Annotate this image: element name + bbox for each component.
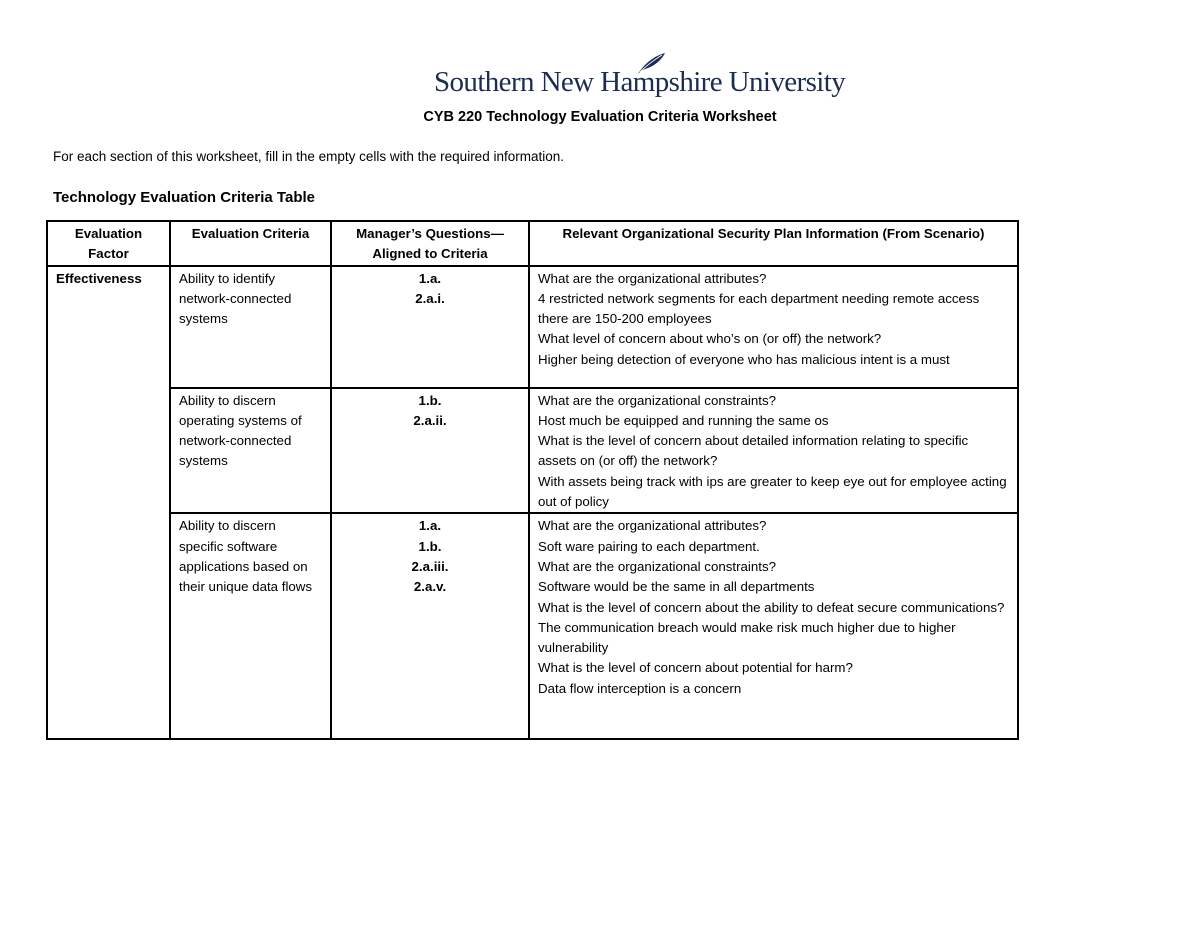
plan-info-line: Soft ware pairing to each department.: [538, 538, 760, 554]
question-ref: 2.a.i.: [415, 290, 445, 306]
plan-info-line: What is the level of concern about the ability to defeat secure communications?: [538, 599, 1005, 615]
criteria-cell: Ability to identify network-connected systems: [170, 266, 331, 388]
question-ref: 1.b.: [418, 392, 442, 408]
plan-info-line: What are the organizational constraints?: [538, 392, 777, 408]
questions-cell: [331, 266, 529, 388]
plan-info-line: Higher being detection of everyone who has malicious intent is a must: [538, 351, 950, 367]
table-header-row: [47, 221, 1018, 266]
plan-info-line: 4 restricted network segments for each department needing remote access there are 150-200 employees: [538, 290, 980, 327]
evaluation-criteria-table: [46, 220, 1019, 740]
plan-info-line: Host much be equipped and running the same os: [538, 412, 829, 428]
column-header-plan-info: Relevant Organizational Security Plan Information (From Scenario): [529, 221, 1018, 266]
column-header-criteria: Evaluation Criteria: [170, 221, 331, 266]
question-ref: 2.a.iii.: [411, 558, 449, 574]
plan-info-line: What is the level of concern about potential for harm?: [538, 660, 853, 676]
table-heading: Technology Evaluation Criteria Table: [53, 189, 315, 206]
criteria-cell: Ability to discern operating systems of network-connected systems: [170, 388, 331, 514]
table-row: [47, 388, 1018, 514]
plan-info-line: What are the organizational attributes?: [538, 270, 767, 286]
column-header-factor: Evaluation Factor: [47, 221, 170, 266]
question-ref: 1.a.: [418, 518, 442, 534]
column-header-questions: Manager’s Questions—Aligned to Criteria: [331, 221, 529, 266]
plan-info-line: What are the organizational constraints?: [538, 558, 777, 574]
plan-info-line: What level of concern about who’s on (or off) the network?: [538, 331, 882, 347]
instructions-text: For each section of this worksheet, fill in the empty cells with the required information.: [53, 149, 564, 164]
plan-info-cell: [529, 266, 1018, 388]
plan-info-line: What is the level of concern about detailed information relating to specific assets on (or off) the network?: [538, 433, 969, 469]
questions-cell: [331, 513, 529, 739]
plan-info-line: Software would be the same in all departments: [538, 579, 815, 595]
questions-cell: [331, 388, 529, 514]
plan-info-line: The communication breach would make risk much higher due to higher vulnerability: [538, 619, 956, 656]
criteria-cell: Ability to discern specific software applications based on their unique data flows: [170, 513, 331, 739]
question-ref: 2.a.v.: [413, 579, 447, 595]
plan-info-cell: [529, 388, 1018, 514]
plan-info-line: What are the organizational attributes?: [538, 518, 767, 534]
plan-info-line: Data flow interception is a concern: [538, 680, 742, 696]
table-row: [47, 513, 1018, 739]
page-title: CYB 220 Technology Evaluation Criteria Worksheet: [423, 109, 777, 125]
university-name: Southern New Hampshire University: [434, 66, 846, 98]
question-ref: 2.a.ii.: [413, 412, 447, 428]
question-ref: 1.a.: [418, 270, 442, 286]
university-logo: [434, 52, 846, 102]
plan-info-cell: [529, 513, 1018, 739]
question-ref: 1.b.: [418, 538, 442, 554]
factor-cell: Effectiveness: [47, 266, 170, 740]
table-row: [47, 266, 1018, 388]
plan-info-line: With assets being track with ips are greater to keep eye out for employee acting out of policy: [538, 473, 1007, 510]
